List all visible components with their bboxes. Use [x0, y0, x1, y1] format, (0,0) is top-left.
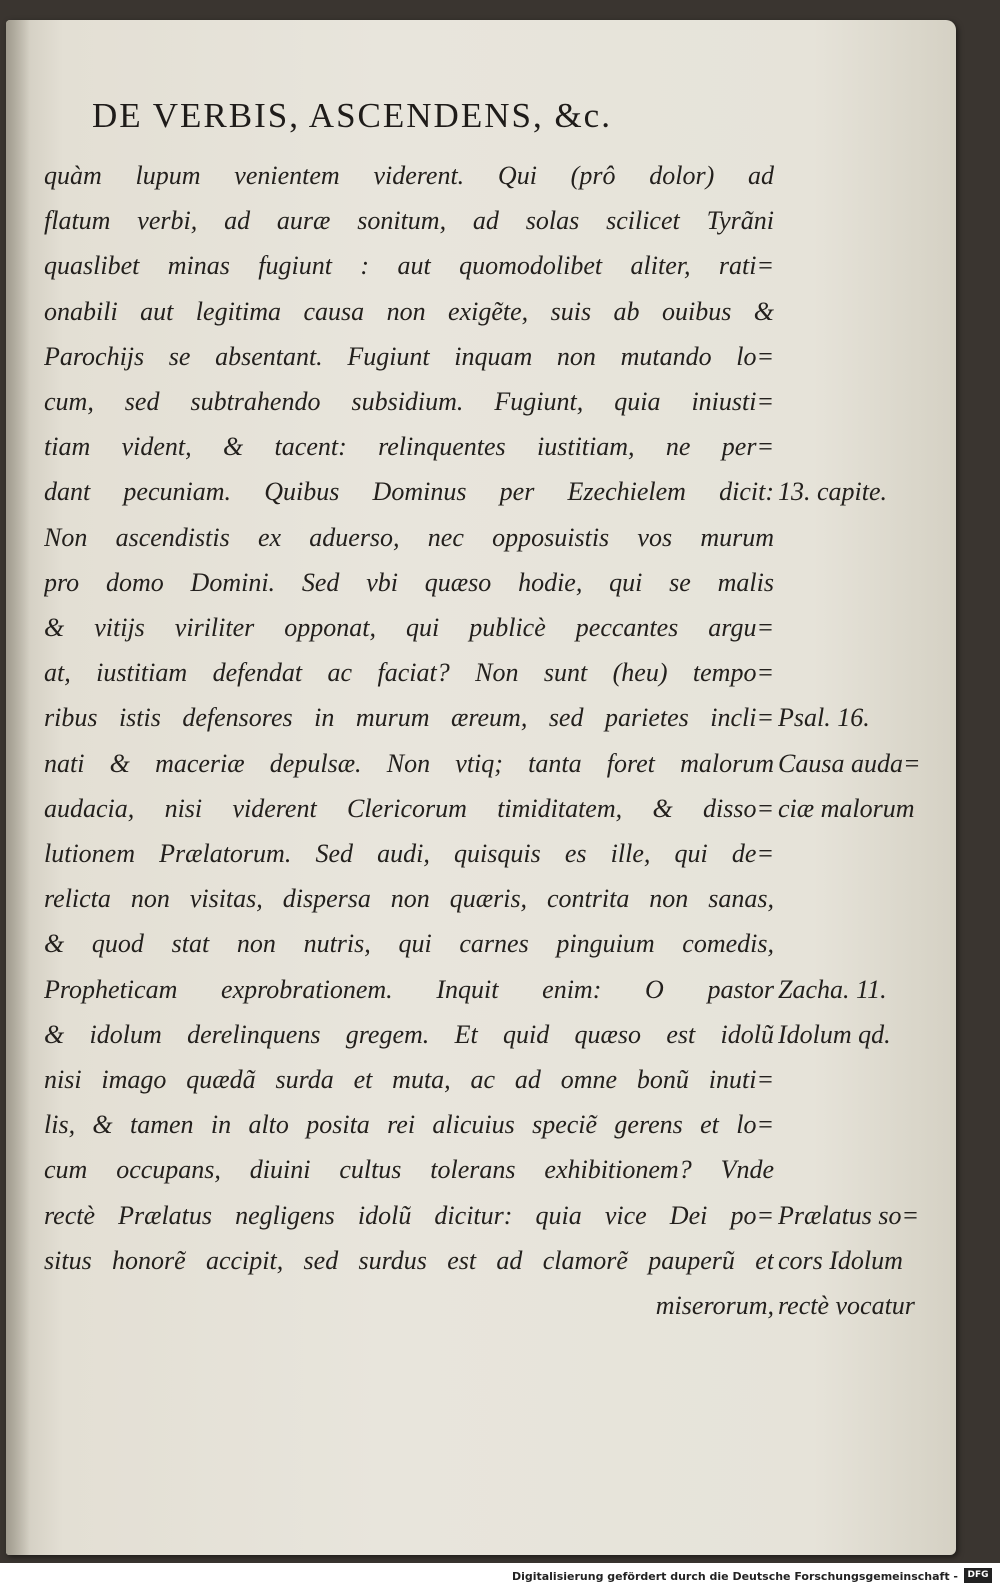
text-line: Parochijs se absentant. Fugiunt inquam non mutando lo=	[44, 342, 774, 371]
margin-note: ciæ malorum	[778, 794, 915, 823]
text-line: nati & maceriæ depulsæ. Non vtiq; tanta foret malorum	[44, 749, 774, 778]
margin-note: 13. capite.	[778, 477, 888, 506]
text-line: situs honorẽ accipit, sed surdus est ad clamorẽ pauperũ et	[44, 1246, 774, 1275]
text-line: Non ascendistis ex aduerso, nec opposuistis vos murum	[44, 523, 774, 552]
text-line: Propheticam exprobrationem. Inquit enim: O pastor	[44, 975, 774, 1004]
text-line: quàm lupum venientem viderent. Qui (prô dolor) ad	[44, 161, 774, 190]
running-head: DE VERBIS, ASCENDENS, &c.	[92, 96, 612, 135]
text-line: nisi imago quædã surda et muta, ac ad omne bonũ inuti=	[44, 1065, 774, 1094]
text-line: audacia, nisi viderent Clericorum timiditatem, & disso=	[44, 794, 774, 823]
text-line: quaslibet minas fugiunt : aut quomodolibet aliter, rati=	[44, 251, 774, 280]
text-line: relicta non visitas, dispersa non quæris, contrita non sanas,	[44, 884, 774, 913]
text-line: at, iustitiam defendat ac faciat? Non sunt (heu) tempo=	[44, 658, 774, 687]
text-line: lis, & tamen in alto posita rei alicuius speciẽ gerens et lo=	[44, 1110, 774, 1139]
text-line: & vitijs viriliter opponat, qui publicè peccantes argu=	[44, 613, 774, 642]
text-line: tiam vident, & tacent: relinquentes iustitiam, ne per=	[44, 432, 774, 461]
text-line: flatum verbi, ad auræ sonitum, ad solas scilicet Tyrãni	[44, 206, 774, 235]
text-line: & quod stat non nutris, qui carnes pinguium comedis,	[44, 929, 774, 958]
margin-note: Zacha. 11.	[778, 975, 887, 1004]
text-line: cum occupans, diuini cultus tolerans exhibitionem? Vnde	[44, 1155, 774, 1184]
funding-credit: Digitalisierung gefördert durch die Deutsche Forschungsgemeinschaft -	[511, 1570, 958, 1583]
margin-note: rectè vocatur	[778, 1291, 915, 1320]
text-line: & idolum derelinquens gregem. Et quid quæso est idolũ	[44, 1020, 774, 1049]
text-line: rectè Prælatus negligens idolũ dicitur: quia vice Dei po=	[44, 1201, 774, 1230]
text-line: lutionem Prælatorum. Sed audi, quisquis es ille, qui de=	[44, 839, 774, 868]
page-gutter-shadow	[6, 20, 30, 1555]
footer-bar	[0, 1563, 1000, 1593]
margin-note: Prælatus so=	[778, 1201, 920, 1230]
text-line: cum, sed subtrahendo subsidium. Fugiunt, quia iniusti=	[44, 387, 774, 416]
text-line: onabili aut legitima causa non exigẽte, suis ab ouibus &	[44, 297, 774, 326]
text-line: pro domo Domini. Sed vbi quæso hodie, qui se malis	[44, 568, 774, 597]
margin-note: Causa auda=	[778, 749, 921, 778]
margin-note: cors Idolum	[778, 1246, 903, 1275]
margin-note: Psal. 16.	[778, 703, 870, 732]
text-line: ribus istis defensores in murum æreum, sed parietes incli=	[44, 703, 774, 732]
text-line: dant pecuniam. Quibus Dominus per Ezechielem dicit:	[44, 477, 774, 506]
margin-note: Idolum qd.	[778, 1020, 891, 1049]
dfg-logo-icon: DFG	[964, 1568, 992, 1583]
text-line: miserorum,	[655, 1291, 774, 1320]
